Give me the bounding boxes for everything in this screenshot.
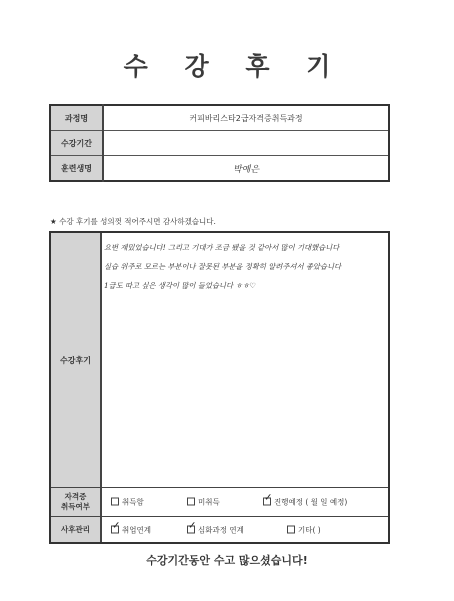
certification-label bbox=[51, 488, 102, 516]
option-label: 취업연계 bbox=[122, 525, 151, 534]
checkbox[interactable] bbox=[287, 525, 295, 533]
checkbox[interactable] bbox=[187, 498, 195, 506]
check-mark-icon: ✓ bbox=[112, 520, 121, 531]
option-not-acquired[interactable] bbox=[187, 497, 220, 508]
checkbox[interactable] bbox=[263, 492, 273, 506]
review-line: 1급도 따고 싶은 생각이 많이 들었습니다 ㅎㅎ♡ bbox=[104, 281, 256, 290]
review-line: 실습 위주로 모르는 부분이나 잘못된 부분을 정확히 알려주셔서 좋았습니다 bbox=[104, 262, 342, 271]
check-mark-icon: ✓ bbox=[188, 520, 197, 531]
period-label: 수강기간 bbox=[50, 131, 103, 156]
review-form bbox=[49, 231, 390, 544]
course-label: 과정명 bbox=[50, 105, 103, 131]
checkbox[interactable] bbox=[187, 520, 197, 533]
period-row bbox=[50, 131, 389, 156]
review-label: 수강후기 bbox=[51, 233, 102, 487]
name-label: 훈련생명 bbox=[50, 156, 103, 182]
review-line: 요번 재밌었습니다! 그리고 기대가 조금 됐을 것 같아서 많이 기대했습니다 bbox=[104, 243, 340, 252]
aftercare-row bbox=[51, 516, 388, 542]
option-label: 취득함 bbox=[122, 497, 144, 507]
name-row bbox=[50, 156, 389, 182]
course-row bbox=[50, 105, 389, 131]
option-label: 기타( ) bbox=[298, 525, 321, 534]
checkbox[interactable] bbox=[111, 498, 119, 506]
option-label: 심화과정 연계 bbox=[198, 525, 244, 534]
period-value bbox=[103, 131, 389, 156]
aftercare-label: 사후관리 bbox=[51, 517, 102, 542]
closing-message: 수강기간동안 수고 많으셨습니다! bbox=[146, 554, 308, 567]
option-job-link[interactable] bbox=[111, 520, 151, 535]
option-label: 미취득 bbox=[198, 497, 220, 507]
name-value: 박예은 bbox=[103, 156, 389, 182]
certification-row bbox=[51, 487, 388, 516]
option-other[interactable] bbox=[287, 524, 321, 535]
review-text-area bbox=[104, 238, 384, 483]
course-info-table bbox=[49, 104, 390, 182]
option-acquired[interactable] bbox=[111, 497, 144, 508]
certification-label-line1: 자격증 bbox=[64, 492, 87, 501]
page-title: 수 강 후 기 bbox=[123, 52, 345, 81]
checkbox[interactable] bbox=[111, 520, 121, 533]
instruction-note: ★ 수강 후기를 성의껏 적어주시면 감사하겠습니다. bbox=[50, 217, 216, 226]
check-mark-icon: ✓ bbox=[264, 492, 273, 504]
option-advanced-course[interactable] bbox=[187, 520, 244, 535]
certification-label-line2: 취득여부 bbox=[61, 502, 90, 511]
course-value: 커피바리스타2급자격증취득과정 bbox=[103, 105, 389, 131]
option-label: 진행예정 ( 월 일 예정) bbox=[274, 497, 348, 507]
option-planned[interactable] bbox=[263, 492, 348, 508]
